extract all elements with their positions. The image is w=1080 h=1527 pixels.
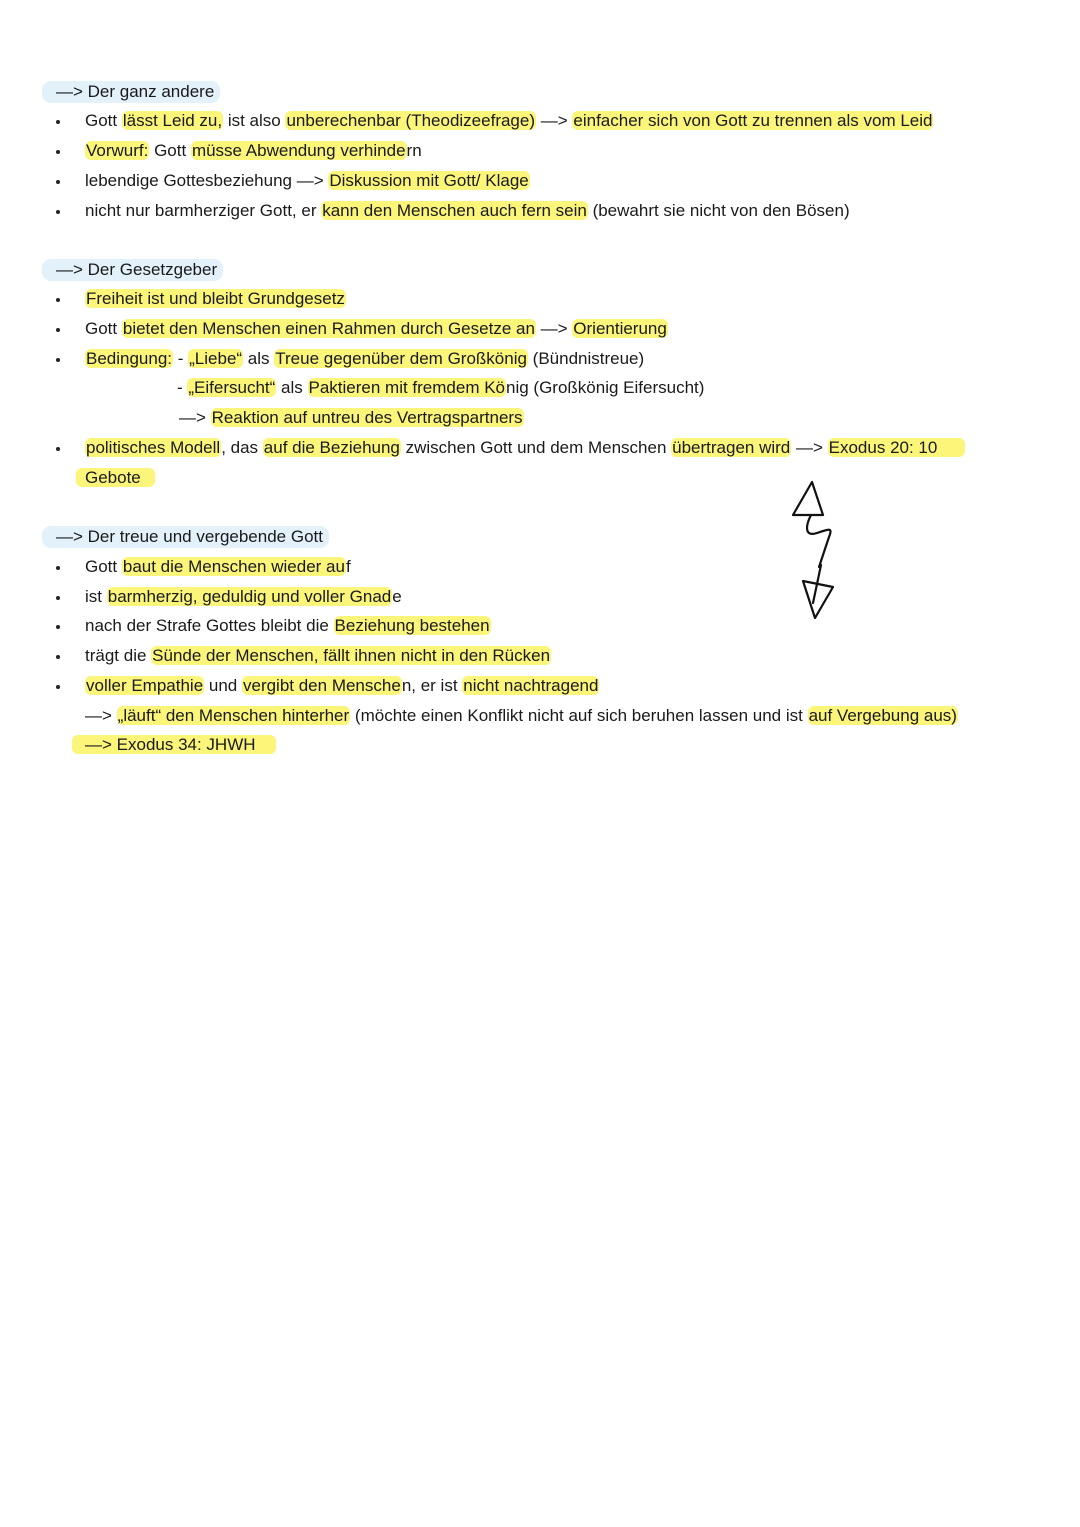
bullet (56, 298, 60, 302)
list-item: Vorwurf: Gott müsse Abwendung verhindern (86, 141, 422, 160)
list-item: nicht nur barmherziger Gott, er kann den Menschen auch fern sein (bewahrt sie nicht von den Bösen) (85, 201, 850, 220)
list-item: Bedingung: - „Liebe“ als Treue gegenüber dem Großkönig (Bündnistreue) (86, 349, 645, 368)
list-item: lebendige Gottesbeziehung —> Diskussion mit Gott/ Klage (85, 171, 529, 190)
bullet (56, 685, 60, 689)
bullet (56, 358, 60, 362)
list-item: ist barmherzig, geduldig und voller Gnade (85, 587, 402, 606)
list-item: Gott bietet den Menschen einen Rahmen durch Gesetze an —> Orientierung (85, 319, 667, 338)
bullet (56, 447, 60, 451)
list-item: Gott lässt Leid zu, ist also unberechenbar (Theodizeefrage) —> einfacher sich von Gott zu trennen als vom Leid (85, 111, 933, 130)
section-heading-der-gesetzgeber: —> Der Gesetzgeber (42, 259, 223, 281)
list-item: nach der Strafe Gottes bleibt die Beziehung bestehen (85, 616, 490, 635)
bullet (56, 655, 60, 659)
section-heading-der-treue-gott: —> Der treue und vergebende Gott (42, 526, 329, 548)
list-item: politisches Modell, das auf die Beziehung zwischen Gott und dem Menschen übertragen wird —> Exodus 20: 10 (85, 437, 965, 459)
list-item: trägt die Sünde der Menschen, fällt ihnen nicht in den Rücken (85, 646, 551, 665)
bullet (56, 596, 60, 600)
sub-item: —> Exodus 34: JHWH (72, 734, 276, 756)
list-item-continuation: Gebote (76, 467, 155, 489)
bullet (56, 328, 60, 332)
bullet (56, 210, 60, 214)
bullet (56, 180, 60, 184)
section-heading-der-ganz-andere: —> Der ganz andere (42, 81, 220, 103)
bullet (56, 120, 60, 124)
list-item: Gott baut die Menschen wieder auf (85, 557, 351, 576)
bullet (56, 566, 60, 570)
sub-item: —> Reaktion auf untreu des Vertragspartners (179, 408, 523, 427)
sub-item: - „Eifersucht“ als Paktieren mit fremdem König (Großkönig Eifersucht) (177, 378, 705, 397)
double-arrow-doodle-icon (785, 475, 847, 625)
sub-item: —> „läuft“ den Menschen hinterher (möchte einen Konflikt nicht auf sich beruhen lassen und ist auf Vergebung aus) (85, 706, 957, 725)
bullet (56, 150, 60, 154)
list-item: voller Empathie und vergibt den Menschen, er ist nicht nachtragend (86, 676, 599, 695)
bullet (56, 625, 60, 629)
list-item: Freiheit ist und bleibt Grundgesetz (86, 289, 345, 308)
